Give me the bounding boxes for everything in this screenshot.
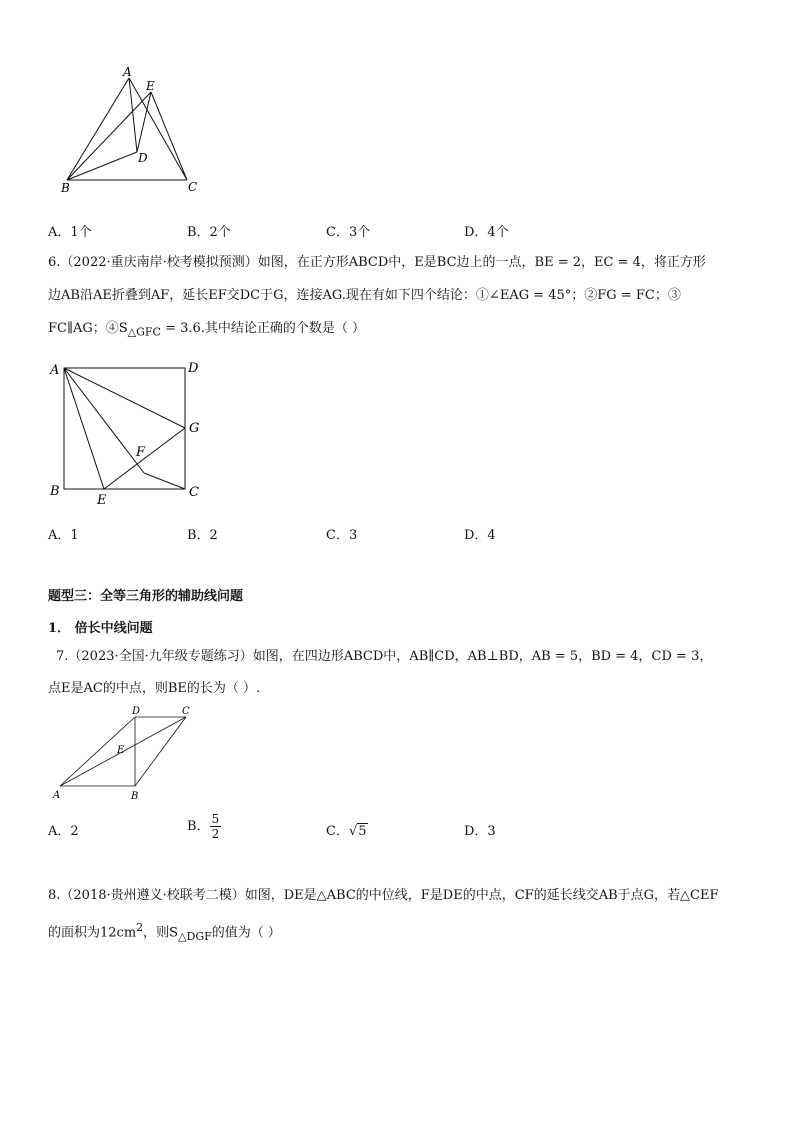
- label-B: B: [61, 181, 70, 195]
- q7-option-c: C．√5: [326, 824, 367, 839]
- q8-text-line2: 的面积为$12cm^2$，则$S_{\triangle DGF}$的值为（ ）: [48, 921, 281, 943]
- label-E: E: [146, 79, 155, 93]
- q7-option-a: A．2: [48, 824, 79, 839]
- label-C: C: [188, 180, 198, 194]
- q6-option-b: B．2: [187, 528, 218, 543]
- q5-option-d: D．4个: [464, 225, 509, 240]
- section-subtitle: 1． 倍长中线问题: [48, 621, 153, 636]
- label-B: B: [50, 484, 60, 499]
- label-E: E: [97, 493, 107, 508]
- q7-text-line2: 点E是AC的中点，则BE的长为（ ）.: [48, 681, 261, 696]
- q7-text-line1: 7.（2023·全国·九年级专题练习）如图，在四边形ABCD中，AB∥CD，AB⊥BD，AB = 5，BD = 4，CD = 3，: [56, 649, 713, 664]
- figure-quadrilateral-abcd: [48, 708, 208, 804]
- q8-text-line1: 8.（2018·贵州遵义·校联考二模）如图，DE是△ABC的中位线，F是DE的中点，CF的延长线交AB于点G，若△CEF: [48, 888, 719, 903]
- label-C: C: [182, 706, 190, 717]
- label-G: G: [189, 421, 200, 436]
- section-title: 题型三：全等三角形的辅助线问题: [48, 589, 244, 604]
- q5-option-b: B．2个: [187, 225, 231, 240]
- label-B: B: [131, 791, 139, 802]
- label-A: A: [53, 790, 61, 801]
- label-D: D: [188, 361, 199, 376]
- q6-text-line2: 边AB沿AE折叠到AF，延长EF交DC于G，连接AG.现在有如下四个结论：①∠EAG = 45°；②FG = FC；③: [48, 288, 681, 303]
- q6-text-line1: 6.（2022·重庆南岸·校考模拟预测）如图，在正方形ABCD中，E是BC边上的一点，BE = 2，EC = 4，将正方形: [48, 255, 706, 270]
- q6-option-d: D．4: [464, 528, 496, 543]
- q5-option-c: C．3个: [326, 225, 371, 240]
- q7-option-b: B． $\frac{5}{2}$: [187, 812, 220, 841]
- label-A: A: [123, 65, 132, 79]
- label-C: C: [189, 485, 199, 500]
- label-A: A: [50, 363, 60, 378]
- q5-option-a: A．1个: [48, 225, 92, 240]
- label-D: D: [138, 151, 148, 165]
- figure-square-abcd: [48, 358, 218, 508]
- label-F: F: [136, 445, 146, 460]
- figure-triangle-abcde: [55, 64, 215, 199]
- label-E: E: [117, 745, 125, 756]
- sqrt-symbol: √: [348, 824, 358, 839]
- label-D: D: [132, 706, 141, 717]
- q6-option-a: A．1: [48, 528, 79, 543]
- q6-text-line3: FC∥AG；$④S_{\triangle GFC} = 3.6$.其中结论正确的个数是（ ）: [48, 321, 366, 339]
- q7-option-d: D．3: [464, 824, 496, 839]
- q6-option-c: C．3: [326, 528, 358, 543]
